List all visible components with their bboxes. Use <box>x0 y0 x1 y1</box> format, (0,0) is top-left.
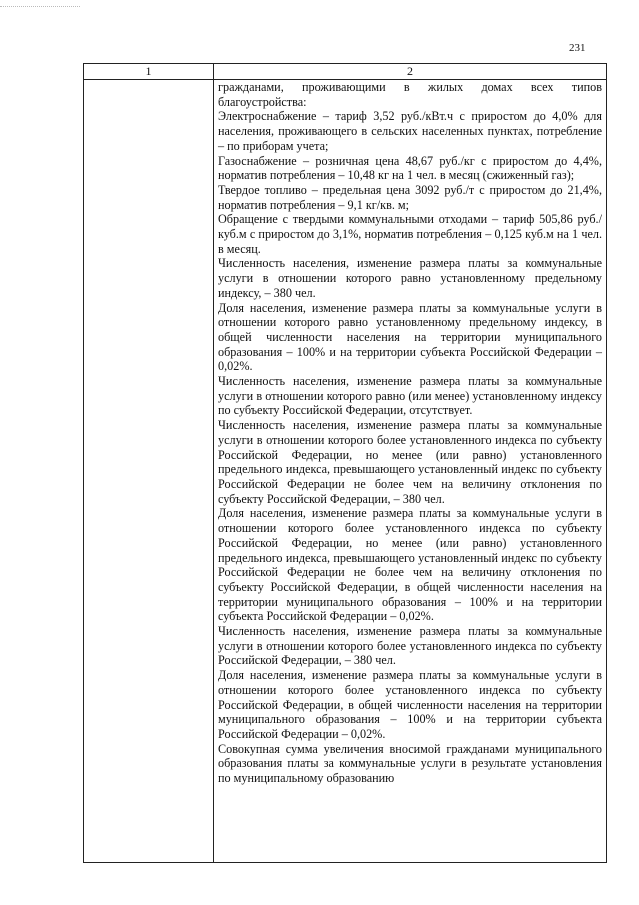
paragraph: Численность населения, изменение размера платы за коммунальные услуги в отношении которого более установленного индекса по субъекту Российской Федерации, – 380 чел. <box>218 624 602 668</box>
paragraph: Обращение с твердыми коммунальными отходами – тариф 505,86 руб./куб.м с приростом до 3,1%, норматив потребления – 0,125 куб.м на 1 чел. в месяц. <box>218 212 602 256</box>
column-header-2: 2 <box>214 64 607 80</box>
page-number: 231 <box>569 42 586 54</box>
paragraph: Доля населения, изменение размера платы за коммунальные услуги в отношении которого более установленного индекса по субъекту Российской Федерации, в общей численности населения на территории муниципального образования – 100% и на территории субъекта Российской Федерации – 0,02%. <box>218 668 602 741</box>
empty-first-column-cell <box>84 80 214 863</box>
paragraph: Численность населения, изменение размера платы за коммунальные услуги в отношении которого равно (или менее) установленному индексу по субъекту Российской Федерации, отсутствует. <box>218 374 602 418</box>
paragraph: Доля населения, изменение размера платы за коммунальные услуги в отношении которого равно установленному предельному индексу, в общей численности населения на территории муниципального образования – 100% и на территории субъекта Российской Федерации – 0,02%. <box>218 300 602 374</box>
table-body-row <box>84 80 607 863</box>
column-header-1: 1 <box>84 64 214 80</box>
text-column-cell <box>214 80 607 863</box>
paragraph: Доля населения, изменение размера платы за коммунальные услуги в отношении которого более установленного индекса по субъекту Российской Федерации, но менее (или равно) установленного предельного индекса, превышающего установленный индекс по субъекту Российской Федерации не более чем на величину отклонения по субъекту Российской Федерации, в общей численности населения на территории муниципального образования – 100% и на территории субъекта Российской Федерации – 0,02%. <box>218 506 602 624</box>
paragraph: Твердое топливо – предельная цена 3092 руб./т с приростом до 21,4%, норматив потребления – 9,1 кг/кв. м; <box>218 182 602 212</box>
paragraph: Электроснабжение – тариф 3,52 руб./кВт.ч с приростом до 4,0% для населения, проживающего в сельских населенных пунктах, потребление – по приборам учета; <box>218 109 602 153</box>
table-header-row <box>84 64 607 80</box>
paragraph: гражданами, проживающими в жилых домах всех типов благоустройства: <box>218 80 602 109</box>
paragraph: Совокупная сумма увеличения вносимой гражданами муниципального образования платы за коммунальные услуги в результате установления по муниципальному образованию <box>218 741 602 786</box>
document-table <box>83 63 607 863</box>
paragraph: Численность населения, изменение размера платы за коммунальные услуги в отношении которого более установленного индекса по субъекту Российской Федерации, но менее (или равно) установленного предельного индекса, превышающего установленный индекс по субъекту Российской Федерации не более чем на величину отклонения по субъекту Российской Федерации, – 380 чел. <box>218 418 602 506</box>
paragraph: Газоснабжение – розничная цена 48,67 руб./кг с приростом до 4,4%, норматив потребления – 10,48 кг на 1 чел. в месяц (сжиженный газ); <box>218 153 602 183</box>
scan-edge-mark <box>0 6 80 8</box>
paragraph: Численность населения, изменение размера платы за коммунальные услуги в отношении которого равно установленному предельному индексу, – 380 чел. <box>218 256 602 300</box>
